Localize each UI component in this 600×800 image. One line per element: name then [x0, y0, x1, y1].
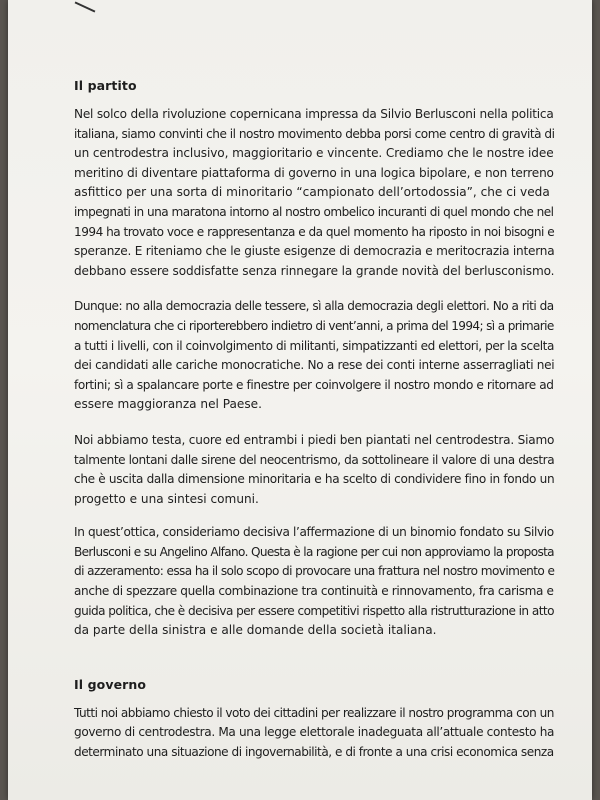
paragraph [74, 105, 554, 281]
text-line: guida politica, che è decisiva per essere competitivi rispetto alla ristrutturazione in atto [74, 603, 554, 618]
text-line: anche di spezzare quella combinazione tra continuità e rinnovamento, fra carisma e [74, 584, 554, 599]
text-line: Dunque: no alla democrazia delle tessere, sì alla democrazia degli elettori. No a riti da [74, 299, 554, 314]
text-line: In quest’ottica, consideriamo decisiva l’affermazione di un binomio fondato su Silvio [74, 525, 554, 540]
text-line: determinato una situazione di ingovernabilità, e di fronte a una crisi economica senza [74, 745, 554, 760]
section-heading: Il governo [74, 676, 147, 692]
text-line: dei candidati alle cariche monocratiche. No a rese dei conti interne asserragliati nei [74, 358, 555, 373]
document-page [8, 0, 592, 800]
text-line: 1994 ha trovato voce e rappresentanza e da quel momento ha riposto in noi bisogni e [74, 224, 555, 239]
text-line: impegnati in una maratona intorno al nostro ombelico incuranti di quel mondo che nel [74, 204, 554, 219]
text-line: talmente lontani dalle sirene del neocentrismo, da sottolineare il valore di una destra [74, 452, 555, 467]
text-line: che è uscita dalla dimensione minoritaria e ha scelto di condividere fino in fondo un [74, 472, 555, 487]
pen-mark [75, 1, 96, 12]
text-line: da parte della sinistra e alle domande della società italiana. [74, 623, 437, 638]
text-line: un centrodestra inclusivo, maggioritario e vincente. Crediamo che le nostre idee [74, 146, 554, 161]
text-line: fortini; sì a spalancare porte e finestre per coinvolgere il nostro mondo e ritornare ad [74, 377, 554, 392]
text-line: di azzeramento: essa ha il solo scopo di provocare una frattura nel nostro movimento e [74, 564, 555, 579]
paragraph [74, 297, 554, 415]
text-line: Noi abbiamo testa, cuore ed entrambi i piedi ben piantati nel centrodestra. Siamo [74, 432, 555, 447]
text-line: speranze. E riteniamo che le giuste esigenze di democrazia e meritocrazia interna [74, 244, 555, 259]
text-line: Berlusconi e su Angelino Alfano. Questa è la ragione per cui non approviamo la proposta [74, 544, 554, 559]
text-line: a tutti i livelli, con il coinvolgimento di militanti, simpatizzanti ed elettori, per la scelta [74, 338, 554, 353]
text-line: debbano essere soddisfatte senza rinnegare la grande novità del berlusconismo. [74, 263, 555, 278]
text-line: essere maggioranza nel Paese. [74, 397, 262, 412]
section-heading: Il partito [74, 78, 137, 93]
text-line: nomenclatura che ci riporterebbero indietro di vent’anni, a prima del 1994; sì a primarie [74, 318, 554, 333]
document-body [74, 78, 554, 763]
paragraph [74, 704, 554, 763]
paragraph [74, 431, 554, 509]
text-line: meritino di diventare piattaforma di governo in una logica bipolare, e non terreno [74, 165, 554, 180]
text-line: italiana, siamo convinti che il nostro movimento debba porsi come centro di gravità di [74, 126, 555, 141]
text-line: asfittico per una sorta di minoritario “campionato dell’ortodossia”, che ci veda [74, 185, 550, 200]
paragraph [74, 523, 554, 641]
text-line: Nel solco della rivoluzione copernicana impressa da Silvio Berlusconi nella politica [74, 107, 554, 121]
text-line: progetto e una sintesi comuni. [74, 491, 259, 506]
text-line: Tutti noi abbiamo chiesto il voto dei cittadini per realizzare il nostro programma con un [74, 705, 554, 720]
text-line: governo di centrodestra. Ma una legge elettorale inadeguata all’attuale contesto ha [74, 725, 555, 740]
